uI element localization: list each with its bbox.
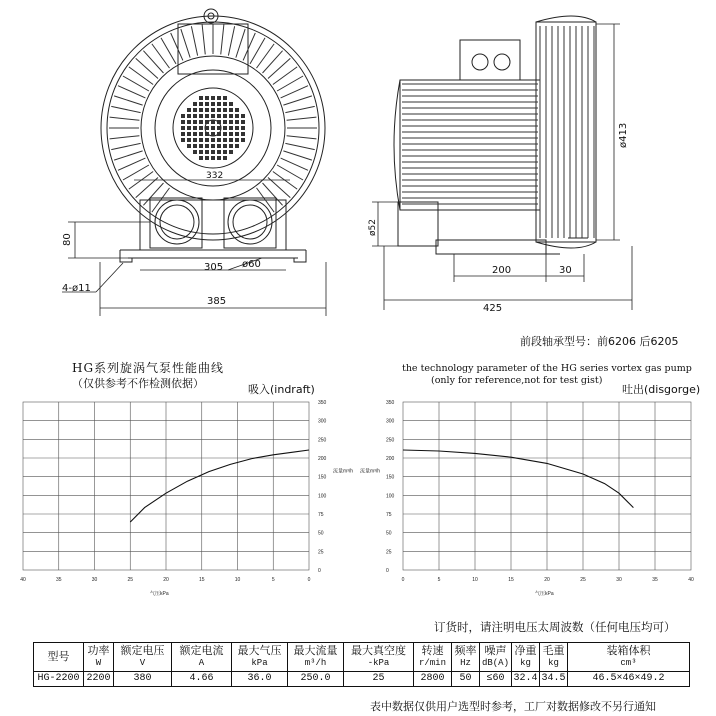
spec-header-label: 噪声 [484,644,507,657]
spec-header-cell [452,643,480,672]
spec-header-unit: kg [548,658,559,668]
spec-header-label: 额定电压 [120,644,165,657]
dim-385: 385 [207,296,227,307]
x-tick-label: 20 [544,577,550,583]
spec-header-label: 装箱体积 [606,644,651,657]
x-tick-label: 0 [401,577,405,583]
order-note: 订货时，请注明电压太周波数（任何电压均可） [434,620,676,634]
y-tick-label: 100 [318,493,327,500]
series-line [403,450,633,508]
left-chart-subtitle: （仅供参考不作检测依据） [72,377,204,390]
y-tick-label: 75 [318,512,324,518]
spec-cell: 36.0 [232,672,288,687]
spec-header-label: 型号 [47,650,70,663]
footer-note: 表中数据仅供用户选型时参考，工厂对数据修改不另行通知 [370,700,656,713]
spec-cell: ≤60 [480,672,512,687]
spec-header-cell [288,643,344,672]
spec-header-unit: V [139,658,146,668]
spec-cell: 4.66 [172,672,232,687]
spec-header-cell [568,643,690,672]
x-axis-label: 气压kPa [150,591,169,597]
spec-header-unit: dB(A) [481,658,509,668]
x-tick-label: 40 [20,577,26,583]
spec-header-label: 毛重 [542,644,565,657]
x-tick-label: 25 [127,577,134,583]
spec-header-label: 额定电流 [179,644,224,657]
x-tick-label: 35 [652,577,658,583]
spec-header-cell [232,643,288,672]
spec-cell: 34.5 [540,672,568,687]
y-tick-label: 75 [386,512,392,518]
spec-header-unit: kg [520,658,531,668]
y-tick-label: 150 [318,474,327,481]
x-tick-label: 10 [234,577,241,583]
y-tick-label: 50 [386,530,392,537]
x-tick-label: 30 [91,577,98,583]
left-chart-title: HG系列旋涡气泵性能曲线 [72,361,225,375]
spec-header-unit: A [198,658,205,668]
spec-header-label: 净重 [514,644,537,657]
spec-header-cell [414,643,452,672]
spec-header-unit: r/min [418,658,446,668]
spec-header-label: 频率 [454,644,477,657]
spec-header-cell [512,643,540,672]
spec-header-cell [344,643,414,672]
x-tick-label: 15 [508,577,514,583]
spec-header-cell [172,643,232,672]
spec-data-row [34,672,690,687]
series-line [130,450,309,522]
dim-200: 200 [492,265,512,276]
dim-305: 305 [204,262,224,273]
x-tick-label: 5 [437,577,441,583]
spec-cell: 46.5×46×49.2 [568,672,690,687]
y-tick-label: 0 [386,568,389,574]
spec-header-unit: -kPa [367,658,390,668]
y-tick-label: 0 [318,568,321,574]
y-tick-label: 150 [386,474,395,481]
x-tick-label: 25 [580,577,586,583]
spec-header-label: 功率 [87,644,110,657]
spec-header-label: 最大真空度 [351,644,406,657]
bearing-note: 前段轴承型号：前6206 后6205 [520,335,679,348]
dim-30: 30 [559,265,572,276]
dim-413: ø413 [618,122,629,148]
dim-80: 80 [62,233,73,246]
y-axis-label: 流量m³/h [360,468,381,475]
spec-header-label: 最大流量 [293,644,338,657]
spec-header-cell [540,643,568,672]
spec-table [33,642,690,687]
spec-header-unit: Hz [460,658,471,668]
dim-holes: 4-ø11 [62,283,91,294]
x-tick-label: 15 [198,577,205,583]
spec-cell: 250.0 [288,672,344,687]
y-tick-label: 25 [318,549,324,556]
x-tick-label: 5 [271,577,275,583]
spec-cell: HG-2200 [34,672,84,687]
x-tick-label: 10 [472,577,478,583]
spec-header-cell [114,643,172,672]
x-tick-label: 30 [616,577,622,583]
dim-332: 332 [206,171,224,181]
y-tick-label: 100 [386,493,395,500]
spec-cell: 32.4 [512,672,540,687]
right-chart-subtitle: (only for reference,not for test gist) [431,375,603,386]
spec-cell: 2200 [84,672,114,687]
side-view-drawing [340,0,716,330]
spec-header-label: 最大气压 [237,644,282,657]
y-tick-label: 25 [386,549,392,556]
spec-header-cell [84,643,114,672]
x-tick-label: 40 [688,577,694,583]
spec-header-unit: W [95,658,102,668]
dim-60: ø60 [242,259,261,270]
x-tick-label: 0 [307,577,311,583]
spec-header-label: 转速 [421,644,444,657]
right-chart-title: the technology parameter of the HG series vortex gas pump [402,363,692,374]
y-tick-label: 350 [318,400,327,406]
y-tick-label: 300 [318,418,327,425]
dim-52: ø52 [368,219,378,236]
y-tick-label: 50 [318,530,324,537]
spec-cell: 50 [452,672,480,687]
y-tick-label: 200 [386,456,395,462]
y-tick-label: 200 [318,456,327,462]
spec-cell: 2800 [414,672,452,687]
spec-header-cell [34,643,84,672]
spec-cell: 380 [114,672,172,687]
disgorge-label: 吐出(disgorge) [622,383,701,396]
y-tick-label: 250 [318,437,327,444]
x-axis-label: 气压kPa [535,591,554,597]
spec-header-unit: kPa [251,658,268,668]
spec-header-cell [480,643,512,672]
spec-cell: 25 [344,672,414,687]
front-view-drawing [0,0,340,330]
y-tick-label: 300 [386,418,395,425]
disgorge-chart [355,392,716,612]
spec-header-unit: cm³ [620,658,637,668]
dim-425: 425 [483,303,503,314]
y-tick-label: 350 [386,400,395,406]
spec-header-row [34,643,690,672]
y-axis-label: 流量m³/h [333,468,354,475]
y-tick-label: 250 [386,437,395,444]
x-tick-label: 35 [55,577,62,583]
x-tick-label: 20 [163,577,169,583]
chart-grid [403,402,691,570]
indraft-label: 吸入(indraft) [248,383,315,396]
spec-header-unit: m³/h [304,658,327,668]
chart-grid [23,402,309,570]
indraft-chart [0,392,354,612]
